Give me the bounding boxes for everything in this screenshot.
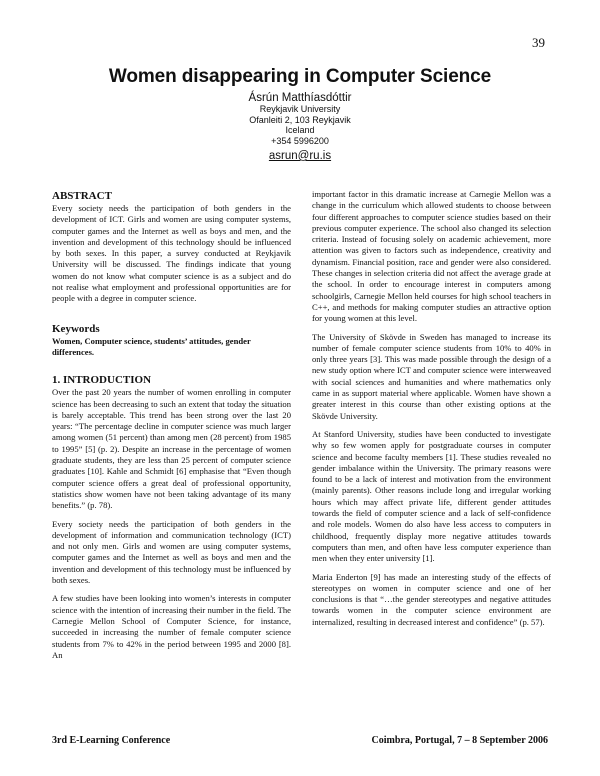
intro-paragraph: Over the past 20 years the number of women enrolling in computer science has been decreasing to such an extent that today the situation is barely acceptable. This trend has been strong over the last 20 years: “The percentage decline in computer science was much larger among women (51 percent) than among men (28 percent) from 1985 to 1995” [5] (p. 2). Despite an increase in the percentage of women graduate students, they are less than 25 percent of computer science graduates [10]. Kahle and Schmidt [6] emphasise that “Even though computer science offers a great deal of professional opportunity, statistics show women have not been taking advantage of its many benefits.” (p. 78).	[52, 387, 291, 511]
keywords-text: Women, Computer science, students’ attitudes, gender differences.	[52, 335, 251, 357]
paper-header	[52, 66, 548, 164]
intro-paragraph: Every society needs the participation of both genders in the development of information and communication technology (ICT) and not only men. Girls and women are using computer systems, computer games and the Internet as well as boys and men and the invention and development of this technology must be influenced by both sexes.	[52, 518, 291, 586]
intro-paragraph: A few studies have been looking into women’s interests in computer science with the intention of increasing their number in the field. The Carnegie Mellon School of Computer Science, for instance, succeeded in increasing the number of female computer science students from 7% to 42% in the period between 1995 and 2000 [8]. An	[52, 593, 291, 660]
author-name: Ásrún Matthíasdóttir	[248, 92, 352, 104]
body-paragraph: Maria Enderton [9] has made an interesting study of the effects of stereotypes on women in computer science and one of her conclusions is that “…the gender stereotypes and negative attitudes towards women in the computer science environment are internalized, resulting in decreased interest and confidence” (p. 57).	[312, 571, 551, 627]
abstract-heading: ABSTRACT	[52, 190, 112, 202]
body-paragraph: The University of Skövde in Sweden has managed to increase its number of female computer science students from 10% to 40% in only three years [3]. This was made possible through the design of a new study option where ICT and computer science were interweaved with social sciences and humanities and where mathematics only came in as support material where applicable. Women have shown a greater interest in this course than other existing options at the Skövde University.	[312, 331, 551, 421]
right-column	[312, 189, 551, 635]
author-email-link[interactable]: asrun@ru.is	[268, 150, 332, 162]
affiliation-line: Iceland	[285, 125, 315, 135]
keywords-heading: Keywords	[52, 322, 100, 335]
page-number: 39	[532, 35, 545, 50]
footer-location-date: Coimbra, Portugal, 7 – 8 September 2006	[371, 735, 548, 746]
affiliation-line: Reykjavik University	[259, 104, 341, 114]
introduction-heading: 1. INTRODUCTION	[52, 374, 152, 387]
body-paragraph: important factor in this dramatic increase at Carnegie Mellon was a change in the curriculum which allowed students to choose between four different approaches to computer science studies based on their previous computer experience. The school also changed its selection criteria. Instead of focusing solely on academic achievement, more attention was given to factors such as independence, creativity and dynamism. Financial position, race and gender were also considered. These changes in selection criteria did not affect the average grade at the school. In order to encourage interest in computers among schoolgirls, Carnegie Mellon held courses for high school teachers in C++, and methods for making computer studies an attractive option for young women at this level.	[312, 189, 551, 324]
affiliation-line: +354 5996200	[271, 135, 329, 146]
abstract-text: Every society needs the participation of both genders in the development of ICT. Girls and women are using computer systems, computer games and the Internet as well as boys and men, and the invention and development of this technology should be influenced by both sexes. In this paper, a survey conducted at Reykjavik University will be discussed. The findings indicate that young women do not know what computer science is as a subject and do not realise what employment and professional opportunities are for people with a degree in computer science.	[52, 203, 291, 304]
body-paragraph: At Stanford University, studies have been conducted to investigate why so few women apply for postgraduate courses in computer science and become faculty members [1]. These studies revealed no gender imbalance within the University. The primary reasons were found to be a lack of interest and motivation from the environment (mainly parents). Other reasons include long and irregular working hours which may affect private life, different gender attitudes towards the field of computer science and a lack of self-confidence and role models. Women do also have less access to computers in childhood, frequently display more negative attitudes towards computers than men, and often have less computer experience than men when they enter university [1].	[312, 428, 551, 564]
footer-conference: 3rd E-Learning Conference	[52, 735, 171, 746]
left-column	[52, 190, 291, 668]
paper-title: Women disappearing in Computer Science	[108, 66, 492, 87]
page-footer	[52, 735, 548, 746]
affiliation-line: Ofanleiti 2, 103 Reykjavik	[249, 114, 351, 125]
